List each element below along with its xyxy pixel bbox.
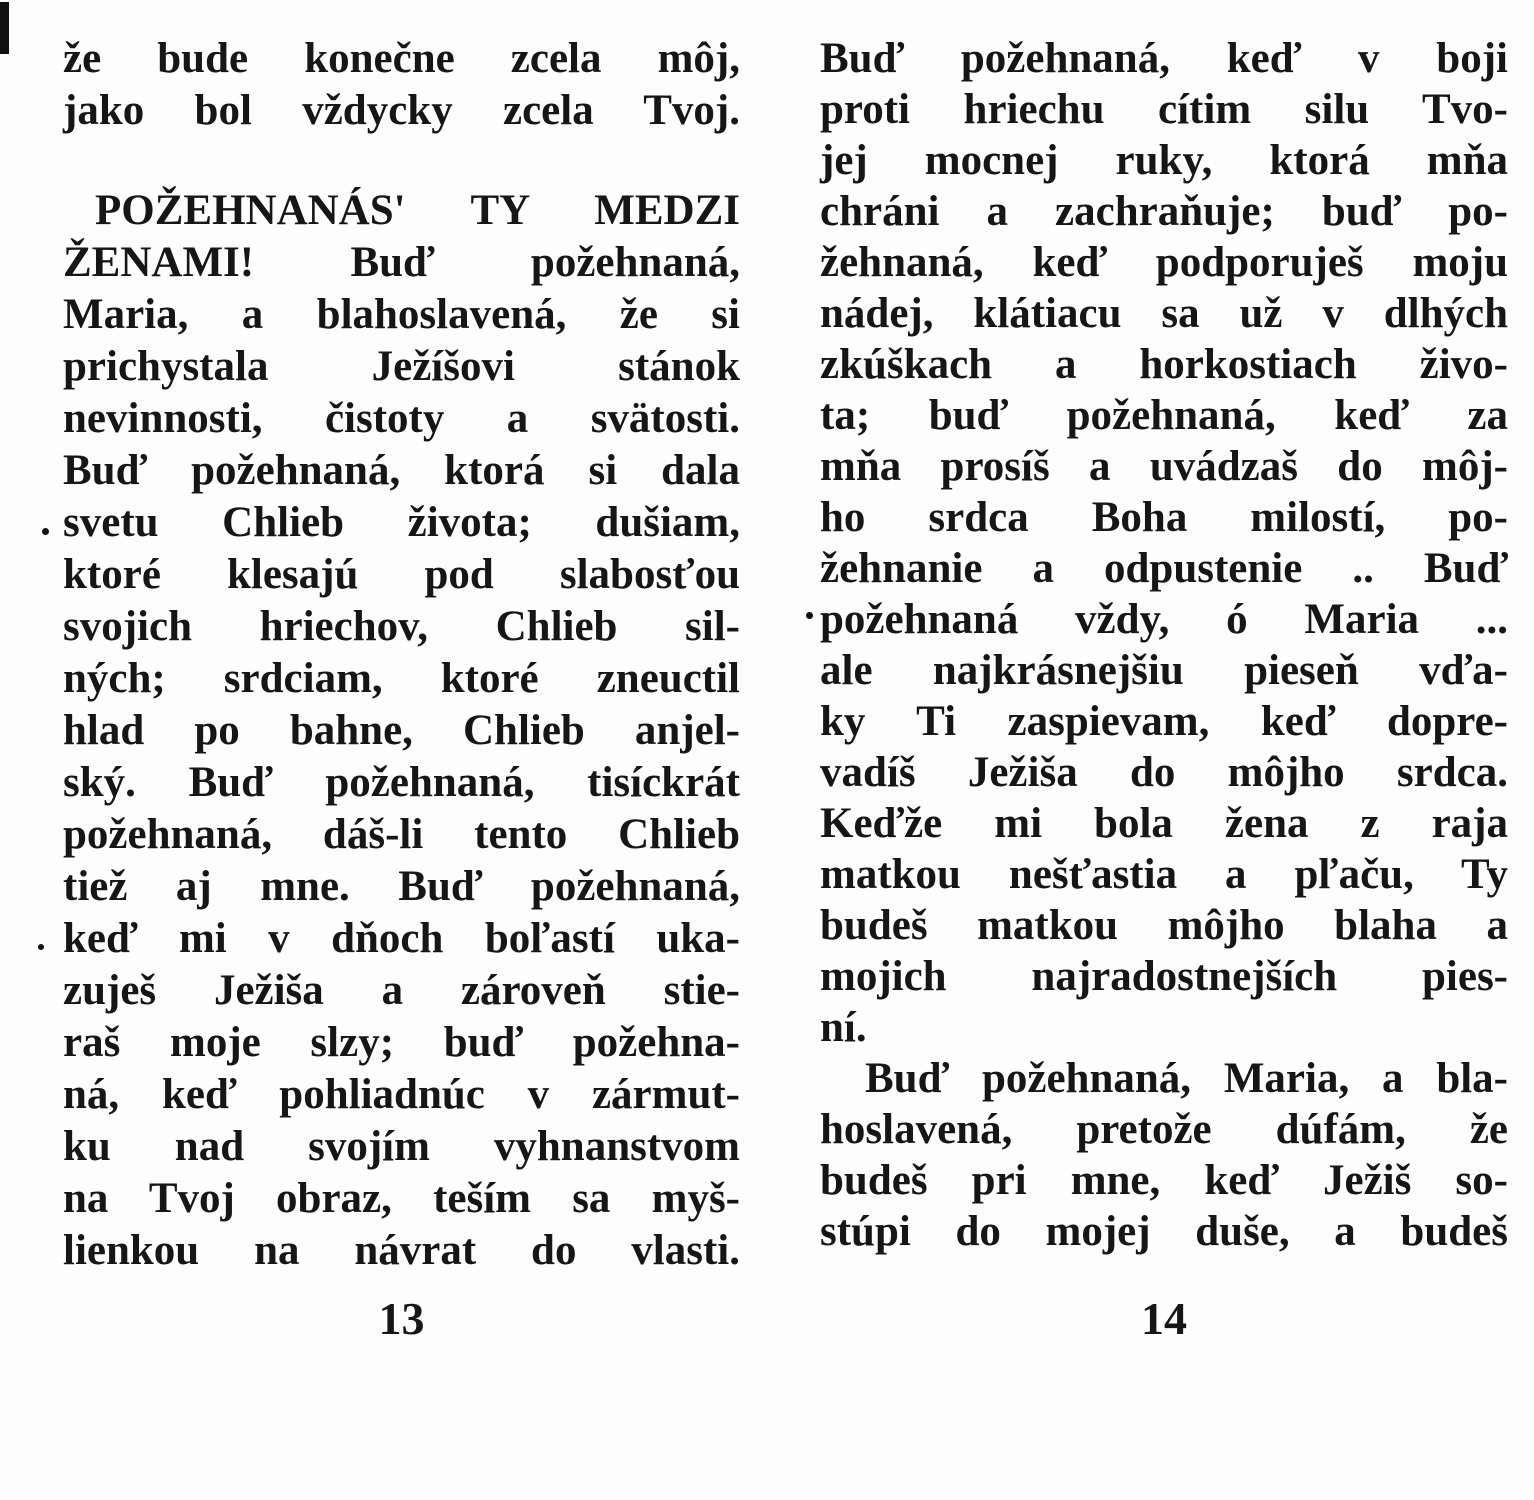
text-line: budeš pri mne, keď Ježiš so- [820,1157,1508,1204]
page-number-13: 13 [378,1293,425,1344]
text-line: požehnaná vždy, ó Maria ... [820,596,1508,643]
text-line: svetu Chlieb života; dušiam, [63,499,740,546]
text-line: keď mi v dňoch boľastí uka- [63,915,740,962]
text-line: na Tvoj obraz, teším sa myš- [63,1175,740,1222]
text-line: svojich hriechov, Chlieb sil- [63,603,740,650]
text-line: ský. Buď požehnaná, tisíckrát [63,759,740,806]
text-line: POŽEHNANÁS' TY MEDZI [95,187,740,234]
page-13-text-column [63,33,740,1277]
ink-speck-artifact [38,944,44,950]
text-line: hoslavená, pretože dúfám, že [820,1106,1508,1153]
text-line: ní. [820,1004,867,1051]
ink-speck-artifact [42,528,49,535]
text-line: ŽENAMI! Buď požehnaná, [63,239,740,286]
text-line: jej mocnej ruky, ktorá mňa [820,137,1508,184]
text-line: ku nad svojím vyhnanstvom [63,1123,740,1170]
text-line: matkou nešťastia a pľaču, Ty [820,851,1508,898]
text-line: mňa prosíš a uvádzaš do môj- [820,443,1508,490]
text-line: Keďže mi bola žena z raja [820,800,1508,847]
text-line: Buď požehnaná, ktorá si dala [63,447,740,494]
text-line: prichystala Ježíšovi stánok [63,343,740,390]
text-line: požehnaná, dáš-li tento Chlieb [63,811,740,858]
text-line: ho srdca Boha milostí, po- [820,494,1508,541]
text-line: zkúškach a horkostiach živo- [820,341,1508,388]
scan-edge-artifact [0,2,9,54]
text-line: proti hriechu cítim silu Tvo- [820,86,1508,133]
paragraph-gap [63,137,740,185]
text-line: stúpi do mojej duše, a budeš [820,1208,1508,1255]
text-line: že bude konečne zcela môj, [63,35,740,82]
text-line: raš moje slzy; buď požehna- [63,1019,740,1066]
page-14-text-column [820,33,1508,1257]
text-line: ných; srdciam, ktoré zneuctil [63,655,740,702]
text-line: žehnaná, keď podporuješ moju [820,239,1508,286]
text-line: Maria, a blahoslavená, že si [63,291,740,338]
page-number-14: 14 [1141,1293,1187,1344]
text-line: lienkou na návrat do vlasti. [63,1227,740,1274]
text-line: ná, keď pohliadnúc v zármut- [63,1071,740,1118]
text-line: mojich najradostnejších pies- [820,953,1508,1000]
text-line: Buď požehnaná, keď v boji [820,35,1508,82]
text-line: hlad po bahne, Chlieb anjel- [63,707,740,754]
text-line: tiež aj mne. Buď požehnaná, [63,863,740,910]
text-line: žehnanie a odpustenie .. Buď [820,545,1508,592]
text-line: Buď požehnaná, Maria, a bla- [865,1055,1508,1102]
text-line: ktoré klesajú pod slabosťou [63,551,740,598]
text-line: nádej, klátiacu sa už v dlhých [820,290,1508,337]
text-line: ta; buď požehnaná, keď za [820,392,1508,439]
text-line: chráni a zachraňuje; buď po- [820,188,1508,235]
text-line: ale najkrásnejšiu pieseň vďa- [820,647,1508,694]
text-line: zuješ Ježiša a zároveň stie- [63,967,740,1014]
text-line: vadíš Ježiša do môjho srdca. [820,749,1508,796]
text-line: ky Ti zaspievam, keď dopre- [820,698,1508,745]
text-line: budeš matkou môjho blaha a [820,902,1508,949]
text-line: nevinnosti, čistoty a svätosti. [63,395,740,442]
ink-speck-artifact [806,612,813,619]
text-line: jako bol vždycky zcela Tvoj. [63,87,740,134]
